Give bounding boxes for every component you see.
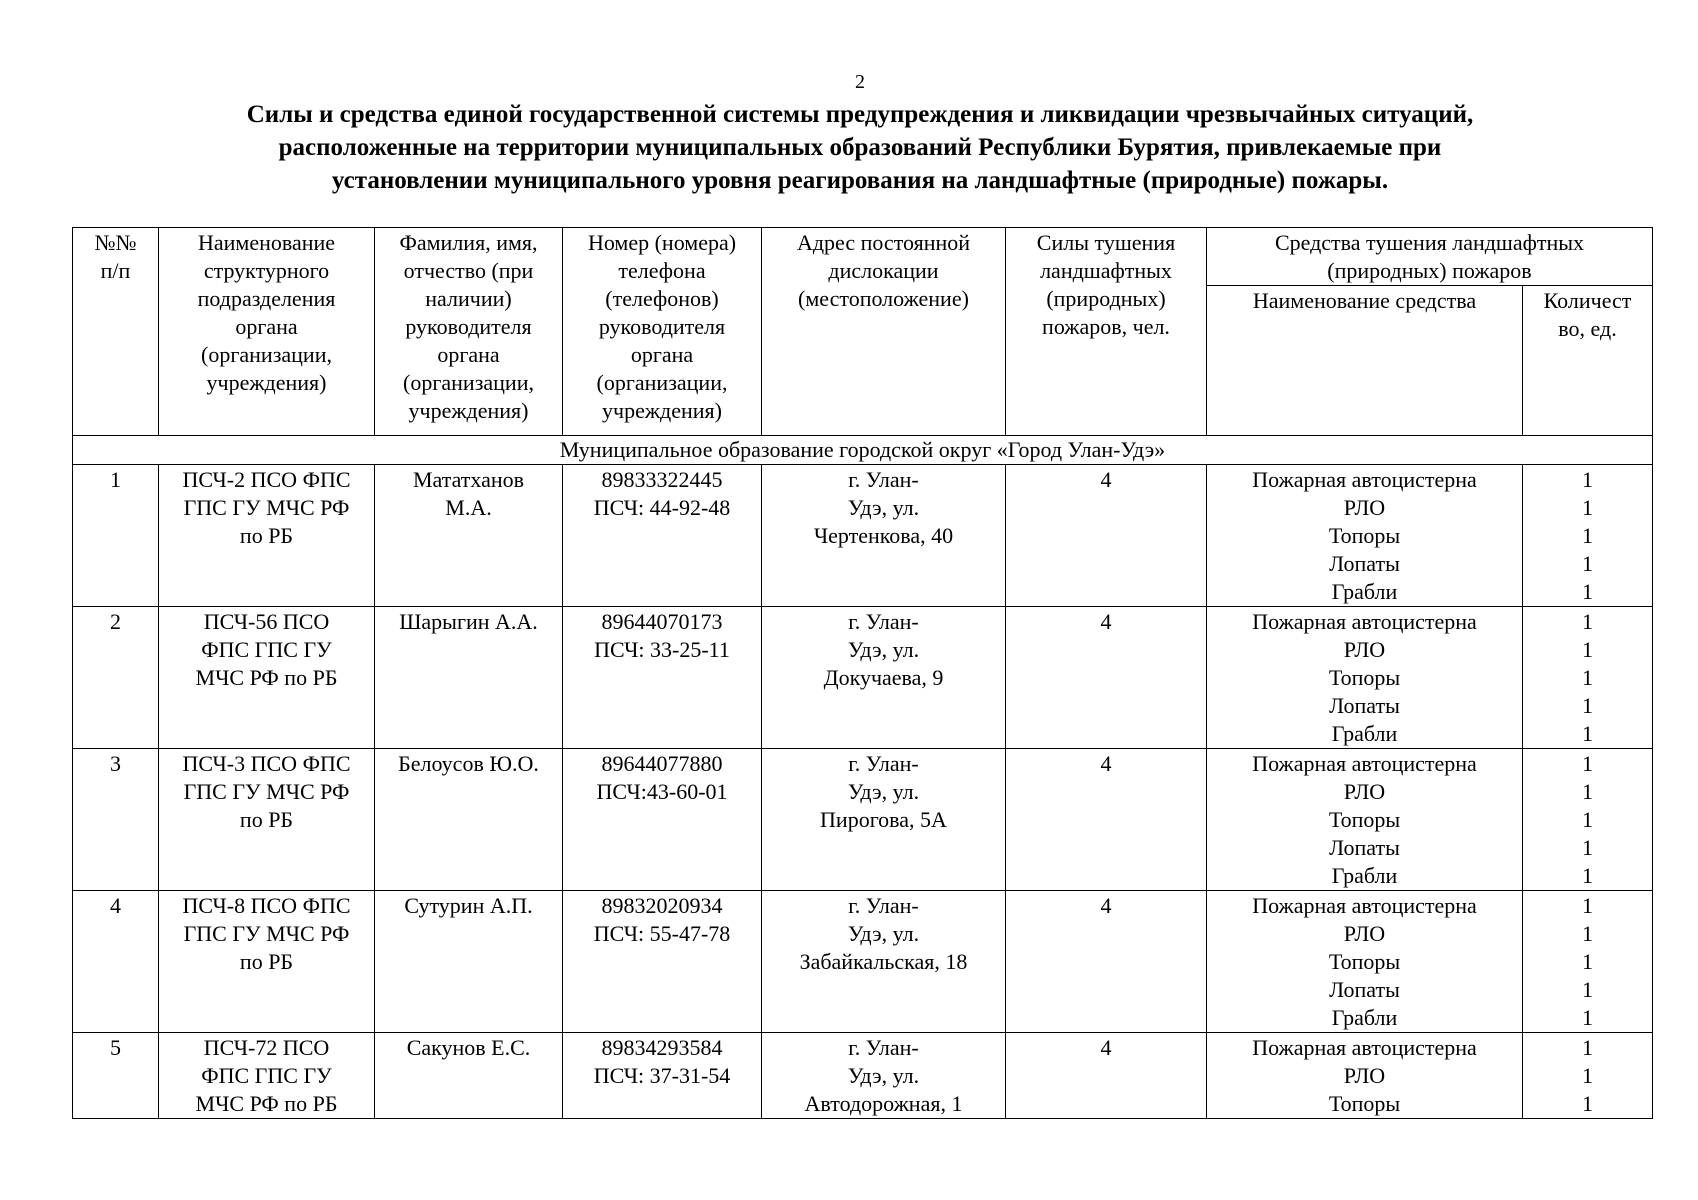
cell-address (762, 1033, 1006, 1119)
table-row (73, 607, 1653, 749)
cell-forces: 4 (1006, 1033, 1207, 1119)
cell-qty (1523, 465, 1653, 607)
header-unit (159, 228, 375, 436)
header-line: органа (630, 342, 694, 367)
cell-unit (159, 465, 375, 607)
cell-line: Пожарная автоцистерна (1252, 467, 1477, 492)
cell-line: г. Улан- (848, 751, 919, 776)
cell-qty (1523, 891, 1653, 1033)
header-line: во, ед. (1558, 316, 1617, 341)
cell-line: Чертенкова, 40 (813, 523, 954, 548)
cell-means (1207, 749, 1523, 891)
header-line: (организации, (403, 370, 534, 395)
cell-head (375, 607, 563, 749)
cell-line: Пожарная автоцистерна (1252, 1035, 1477, 1060)
cell-means (1207, 891, 1523, 1033)
cell-line: 1 (1582, 977, 1593, 1002)
cell-line: 89644070173 (601, 609, 723, 634)
header-line: №№ (94, 230, 137, 255)
cell-line: РЛО (1343, 637, 1386, 662)
cell-line: ФПС ГПС ГУ (201, 1063, 332, 1088)
forces-table (72, 227, 1653, 1119)
title-line: расположенные на территории муниципальных образований Республики Бурятия, привлекаемые при (278, 134, 1442, 161)
cell-unit (159, 749, 375, 891)
cell-line: Удэ, ул. (847, 637, 920, 662)
cell-line: 1 (1582, 693, 1593, 718)
header-line: (местоположение) (798, 286, 969, 311)
header-line: (телефонов) (605, 286, 719, 311)
cell-line: Топоры (1328, 1091, 1401, 1116)
cell-line: г. Улан- (848, 609, 919, 634)
header-num (73, 228, 159, 436)
cell-line: Лопаты (1329, 551, 1400, 576)
cell-forces: 4 (1006, 891, 1207, 1033)
cell-line: Топоры (1328, 807, 1401, 832)
cell-line: ПСЧ-72 ПСО (203, 1035, 330, 1060)
header-means-qty (1523, 286, 1653, 436)
cell-line: 89834293584 (601, 1035, 723, 1060)
cell-line: 1 (1582, 637, 1593, 662)
header-line: наличии) (425, 286, 512, 311)
cell-line: 89644077880 (601, 751, 723, 776)
cell-line: Грабли (1331, 721, 1398, 746)
cell-line: 1 (1582, 495, 1593, 520)
cell-line: 1 (1582, 863, 1593, 888)
page-number: 2 (855, 71, 865, 93)
header-line: Наименование средства (1252, 288, 1477, 313)
cell-qty (1523, 1033, 1653, 1119)
header-line: органа (235, 314, 298, 339)
cell-unit (159, 1033, 375, 1119)
cell-line: РЛО (1343, 495, 1386, 520)
cell-line: ПСЧ: 55-47-78 (593, 921, 731, 946)
cell-line: 1 (1582, 665, 1593, 690)
cell-line: 1 (1582, 1035, 1593, 1060)
header-line: Количест (1543, 288, 1632, 313)
cell-line: Пожарная автоцистерна (1252, 893, 1477, 918)
cell-line: Автодорожная, 1 (804, 1091, 963, 1116)
cell-qty (1523, 607, 1653, 749)
header-line: подразделения (197, 286, 336, 311)
header-line: дислокации (828, 258, 939, 283)
cell-phone (563, 607, 762, 749)
cell-line: 1 (1582, 579, 1593, 604)
cell-line: ПСЧ: 44-92-48 (593, 495, 731, 520)
header-line: п/п (100, 258, 131, 283)
cell-line: Удэ, ул. (847, 1063, 920, 1088)
cell-head (375, 1033, 563, 1119)
header-line: Номер (номера) (587, 230, 737, 255)
cell-forces: 4 (1006, 749, 1207, 891)
cell-address (762, 749, 1006, 891)
cell-line: 1 (1582, 467, 1593, 492)
header-address (762, 228, 1006, 436)
cell-line: Пожарная автоцистерна (1252, 609, 1477, 634)
cell-line: М.А. (445, 495, 492, 520)
cell-line: 1 (1582, 949, 1593, 974)
cell-line: ПСЧ-56 ПСО (203, 609, 330, 634)
cell-line: Топоры (1328, 665, 1401, 690)
cell-line: Лопаты (1329, 693, 1400, 718)
cell-num: 2 (73, 607, 159, 749)
header-line: Фамилия, имя, (399, 230, 538, 255)
document-title (0, 98, 1698, 197)
cell-line: 89832020934 (601, 893, 723, 918)
table-row (73, 1033, 1653, 1119)
header-line: руководителя (598, 314, 726, 339)
cell-qty (1523, 749, 1653, 891)
cell-line: МЧС РФ по РБ (195, 1091, 338, 1116)
cell-num: 3 (73, 749, 159, 891)
cell-phone (563, 1033, 762, 1119)
cell-address (762, 465, 1006, 607)
cell-line: ФПС ГПС ГУ (201, 637, 332, 662)
cell-line: Грабли (1331, 579, 1398, 604)
header-means-name (1207, 286, 1523, 436)
header-line: Силы тушения (1036, 230, 1176, 255)
cell-line: ПСЧ: 33-25-11 (594, 637, 730, 662)
header-line: органа (437, 342, 500, 367)
cell-line: 1 (1582, 921, 1593, 946)
cell-unit (159, 607, 375, 749)
cell-line: ПСЧ: 37-31-54 (593, 1063, 731, 1088)
cell-line: РЛО (1343, 921, 1386, 946)
cell-line: Топоры (1328, 949, 1401, 974)
cell-line: ПСЧ:43-60-01 (596, 779, 728, 804)
cell-line: г. Улан- (848, 1035, 919, 1060)
cell-line: 1 (1582, 807, 1593, 832)
header-forces (1006, 228, 1207, 436)
cell-line: 89833322445 (601, 467, 723, 492)
cell-line: Удэ, ул. (847, 495, 920, 520)
cell-line: ГПС ГУ МЧС РФ (183, 779, 350, 804)
cell-address (762, 607, 1006, 749)
table-row (73, 465, 1653, 607)
header-line: (организации, (201, 342, 332, 367)
cell-line: 1 (1582, 523, 1593, 548)
cell-head (375, 891, 563, 1033)
cell-line: Грабли (1331, 863, 1398, 888)
header-line: Средства тушения ландшафтных (1274, 230, 1585, 255)
header-line: телефона (618, 258, 706, 283)
cell-line: Грабли (1331, 1005, 1398, 1030)
cell-line: 1 (1582, 1005, 1593, 1030)
cell-phone (563, 465, 762, 607)
table-row (73, 749, 1653, 891)
cell-line: Удэ, ул. (847, 921, 920, 946)
cell-num: 5 (73, 1033, 159, 1119)
cell-line: 1 (1582, 893, 1593, 918)
header-phone (563, 228, 762, 436)
cell-line: 1 (1582, 721, 1593, 746)
section-title: Муниципальное образование городской округ «Город Улан-Удэ» (73, 436, 1653, 465)
cell-phone (563, 891, 762, 1033)
header-line: отчество (при (403, 258, 534, 283)
header-line: Наименование (197, 230, 336, 255)
header-line: структурного (203, 258, 330, 283)
cell-line: ПСЧ-2 ПСО ФПС (182, 467, 351, 492)
header-line: (природных) (1046, 286, 1166, 311)
cell-line: РЛО (1343, 779, 1386, 804)
cell-line: Пирогова, 5А (820, 807, 947, 832)
header-line: (организации, (596, 370, 728, 395)
cell-line: по РБ (239, 807, 294, 832)
cell-phone (563, 749, 762, 891)
cell-line: 1 (1582, 751, 1593, 776)
cell-line: Сутурин А.П. (404, 893, 533, 918)
cell-line: МЧС РФ по РБ (195, 665, 338, 690)
cell-line: 1 (1582, 609, 1593, 634)
header-head-name (375, 228, 563, 436)
cell-line: по РБ (239, 949, 294, 974)
cell-line: Лопаты (1329, 835, 1400, 860)
cell-line: 1 (1582, 779, 1593, 804)
header-line: ландшафтных (1040, 258, 1172, 283)
cell-forces: 4 (1006, 607, 1207, 749)
cell-means (1207, 465, 1523, 607)
table-row (73, 891, 1653, 1033)
cell-line: по РБ (239, 523, 294, 548)
cell-means (1207, 1033, 1523, 1119)
cell-head (375, 749, 563, 891)
cell-line: 1 (1582, 835, 1593, 860)
cell-line: Лопаты (1329, 977, 1400, 1002)
cell-means (1207, 607, 1523, 749)
cell-line: Удэ, ул. (847, 779, 920, 804)
cell-address (762, 891, 1006, 1033)
cell-line: ПСЧ-3 ПСО ФПС (182, 751, 351, 776)
title-line: Силы и средства единой государственной системы предупреждения и ликвидации чрезвычайных ситуаций, (246, 101, 1474, 128)
header-line: (природных) пожаров (1327, 258, 1532, 283)
cell-line: г. Улан- (848, 467, 919, 492)
header-line: руководителя (405, 314, 532, 339)
cell-line: Пожарная автоцистерна (1252, 751, 1477, 776)
cell-line: 1 (1582, 1063, 1593, 1088)
cell-line: 1 (1582, 1091, 1593, 1116)
cell-line: Мататханов (412, 467, 525, 492)
cell-unit (159, 891, 375, 1033)
cell-line: Докучаева, 9 (823, 665, 944, 690)
cell-line: ГПС ГУ МЧС РФ (183, 921, 350, 946)
header-line: Адрес постоянной (796, 230, 971, 255)
cell-line: Забайкальская, 18 (799, 949, 968, 974)
header-line: учреждения) (206, 370, 327, 395)
cell-line: РЛО (1343, 1063, 1386, 1088)
cell-head (375, 465, 563, 607)
cell-num: 4 (73, 891, 159, 1033)
header-line: учреждения) (602, 398, 722, 423)
cell-line: ПСЧ-8 ПСО ФПС (182, 893, 351, 918)
cell-line: Шарыгин А.А. (399, 609, 538, 634)
cell-line: Сакунов Е.С. (406, 1035, 531, 1060)
cell-line: г. Улан- (848, 893, 919, 918)
cell-forces: 4 (1006, 465, 1207, 607)
header-means (1207, 228, 1653, 286)
header-line: учреждения) (408, 398, 529, 423)
cell-line: Топоры (1328, 523, 1401, 548)
cell-line: 1 (1582, 551, 1593, 576)
cell-line: Белоусов Ю.О. (398, 751, 539, 776)
cell-num: 1 (73, 465, 159, 607)
title-line: установлении муниципального уровня реагирования на ландшафтные (природные) пожары. (331, 167, 1389, 194)
header-line: пожаров, чел. (1042, 314, 1170, 339)
cell-line: ГПС ГУ МЧС РФ (183, 495, 350, 520)
